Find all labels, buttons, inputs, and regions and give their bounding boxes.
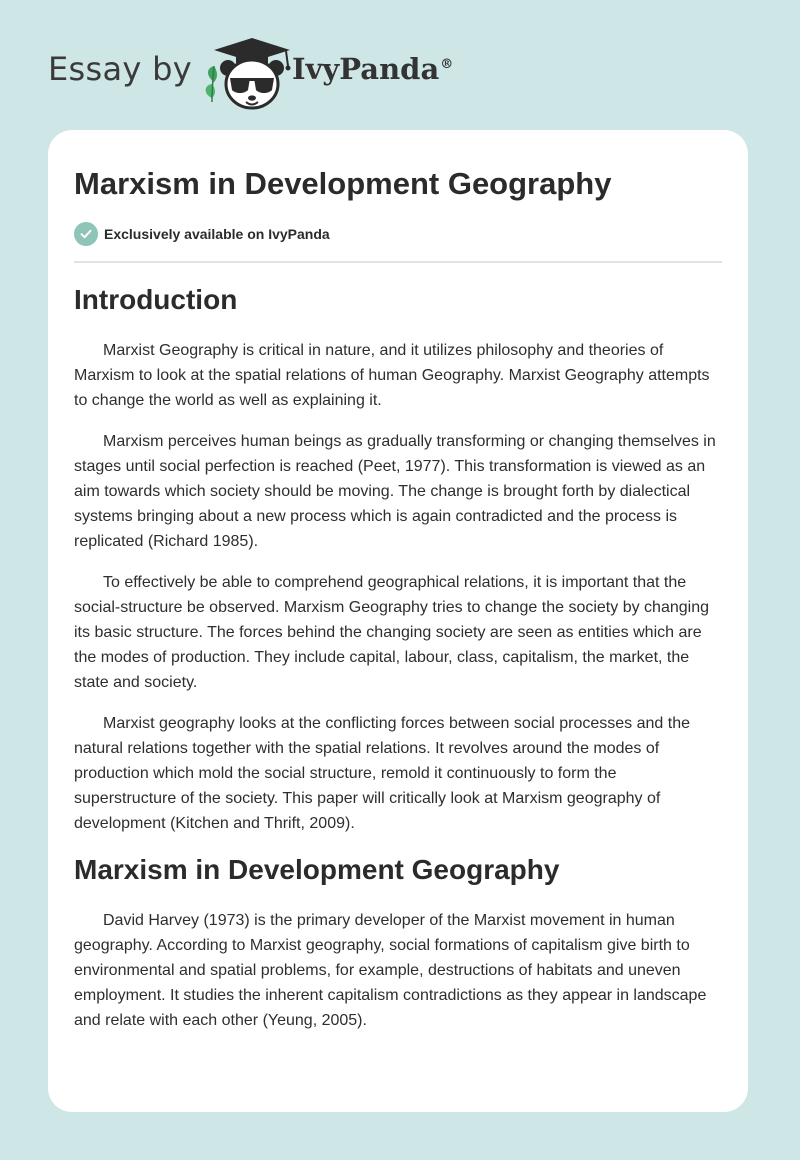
site-header	[0, 0, 800, 130]
paragraph: Marxist Geography is critical in nature, and it utilizes philosophy and theories of Marxism to look at the spatial relations of human Geography. Marxist Geography attempts to change the world as well as explaining it.	[74, 342, 710, 409]
section-heading-development-geography: Marxism in Development Geography	[74, 854, 560, 885]
paragraph: Marxist geography looks at the conflicting forces between social processes and the natural relations together with the spatial relations. It revolves around the modes of production which mold the social structure, remold it continuously to form the superstructure of the society. This paper will critically look at Marxism geography of development (Kitchen and Thrift, 2009).	[74, 715, 690, 832]
essay-body	[74, 282, 722, 1049]
brand-name-text: IvyPanda	[292, 52, 440, 86]
ivypanda-logo[interactable]	[200, 32, 300, 112]
brand-prefix: Essay by	[48, 50, 192, 88]
panda-graduate-icon	[200, 32, 300, 112]
paragraph: Marxism perceives human beings as gradually transforming or changing themselves in stages until social perfection is reached (Peet, 1977). This transformation is viewed as an aim towards which society should be moving. The change is brought forth by dialectical systems bringing about a new process which is again contradicted and the process is replicated (Richard 1985).	[74, 433, 716, 550]
divider	[74, 261, 722, 263]
paragraph: David Harvey (1973) is the primary developer of the Marxist movement in human geography. According to Marxist geography, social formations of capitalism give birth to environmental and spatial problems, for example, destructions of habitats and uneven employment. It studies the inherent capitalism contradictions as they appear in landscape and relate with each other (Yeung, 2005).	[74, 912, 707, 1029]
exclusive-badge	[74, 222, 330, 246]
essay-card	[48, 130, 748, 1112]
brand-name	[292, 52, 453, 86]
exclusive-label: Exclusively available on IvyPanda	[104, 226, 330, 242]
section-heading-introduction: Introduction	[74, 284, 238, 315]
check-circle-icon	[74, 222, 98, 246]
page-title: Marxism in Development Geography	[74, 166, 612, 201]
paragraph: To effectively be able to comprehend geographical relations, it is important that the social-structure be observed. Marxism Geography tries to change the society by changing its basic structure. The forces behind the changing society are seen as entities which are the modes of production. They include capital, labour, class, capitalism, the market, the state and society.	[74, 574, 709, 691]
registered-mark: ®	[440, 57, 454, 73]
